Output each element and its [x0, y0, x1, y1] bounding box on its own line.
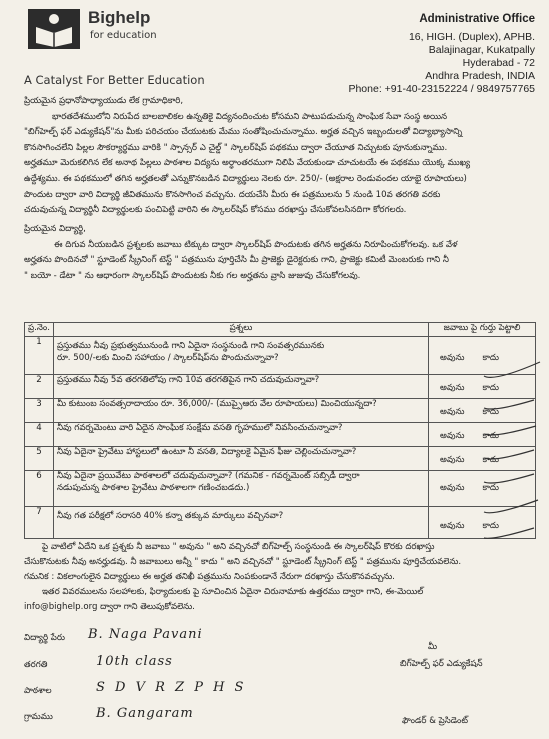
question-text — [53, 471, 428, 507]
intro-line: చదువుచున్న విద్యార్థినీ విద్యార్థులకు పంచిపెట్టి వారిని ఈ స్కాలర్‌షిప్ కోసము దరఖాస్తు చేసుకోవలసినదిగా కోరగలరు. — [24, 205, 407, 216]
tagline: A Catalyst For Better Education — [24, 73, 205, 87]
school-value: S D V R Z P H S — [96, 680, 247, 695]
signature-title: ఫౌండర్ & ప్రెసిడెంట్ — [402, 716, 468, 726]
tick-mark-icon — [484, 528, 534, 538]
field-label-village: గ్రామము — [24, 712, 53, 722]
col-header-answer: జవాబు పై గుర్తు పెట్టాలి — [429, 323, 536, 337]
question-number: 7 — [25, 507, 54, 539]
tick-mark-icon — [484, 426, 536, 435]
question-line: నీవు గత పరీక్షలో సరాసరి 40% కన్నా తక్కువ మార్కులు వచ్చినవా? — [56, 511, 284, 521]
answer-yes-option[interactable]: అవును — [440, 407, 465, 417]
answer-yes-option[interactable]: అవును — [440, 431, 465, 441]
bighelp-logo-icon — [28, 9, 80, 49]
question-line: ప్రస్తుతము నీవు ప్రభుత్వమునుండి గాని ఏదైనా సంస్థనుండి గాని సంవత్సరమునకు — [56, 341, 325, 351]
intro-line: భారతదేశములోని నిరుపేద బాలబాలికల ఉన్నతికై విద్యనందించుట కోసమని పాటుపడుచున్న సాంఘిక సేవా సంస్థ అయిన — [52, 111, 448, 122]
note-line: గమనిక : వికలాంగులైన విద్యార్థులు ఈ అర్హత తనిఖీ పత్రమును నింపకుండానే నేరుగా దరఖాస్తు చేసుకొనవచ్చును. — [24, 572, 395, 582]
tick-mark-icon — [484, 450, 534, 459]
class-value: 10th class — [96, 654, 173, 669]
question-number: 2 — [25, 375, 54, 399]
question-line: నీవు గవర్నమెంటు వారి ఏదైన సాంఘిక సంక్షేమ వసతి గృహములో నివసించుచున్నావా? — [56, 423, 343, 433]
student-intro-section — [24, 222, 458, 284]
intro-salutation: ప్రియమైన ప్రధానోపాధ్యాయుడు లేక గ్రామాధికారి, — [24, 96, 184, 106]
signature-org: బిగ్‌హెల్ప్ ఫర్ ఎడ్యుకేషన్ — [400, 659, 483, 669]
answer-yes-option[interactable]: అవును — [440, 455, 465, 465]
village-value: B. Gangaram — [96, 706, 194, 721]
tick-mark-icon — [484, 500, 538, 513]
student-name-value: B. Naga Pavani — [88, 627, 203, 642]
question-text — [53, 423, 428, 447]
answer-yes-option[interactable]: అవును — [440, 383, 465, 393]
intro-line: కొనసాగించలేని పిల్లల సౌకర్యార్థము వారికి " స్పాన్సర్ ఎ చైల్డ్ " స్కాలర్‌షిప్ పథకము ద్వారా చేయూత నిచ్చుటకు పూనుకున్నాము. — [24, 142, 448, 153]
student-intro-line: అర్హతను పొందినచో " స్టూడెంట్ స్క్రీనింగ్ టెస్ట్ " పత్రమును పూర్తిచేసి మీ ప్రాజెక్టు డైరెక్టరుకు గాని, ప్రాజెక్టు కమిటీ మెంబరుకు గాని నీ — [24, 255, 449, 266]
intro-section — [24, 94, 470, 219]
col-header-number: ప్ర.నెం. — [25, 323, 54, 337]
question-text — [53, 399, 428, 423]
student-salutation: ప్రియమైన విద్యార్థి, — [24, 224, 86, 234]
answer-no-option[interactable]: కాదు — [482, 407, 499, 417]
question-number: 1 — [25, 337, 54, 375]
address-line: 16, HIGH. (Duplex), APHB. — [408, 31, 535, 43]
signature-yours: మీ — [428, 642, 438, 652]
table-header-row — [25, 323, 536, 337]
field-label-name: విద్యార్థి పేరు — [24, 633, 65, 643]
question-number: 3 — [25, 399, 54, 423]
email-line: info@bighelp.org ద్వారా గాని తెలుపుకోవలెను. — [24, 602, 195, 612]
question-text — [53, 507, 428, 539]
answer-yes-option[interactable]: అవును — [440, 483, 465, 493]
brand-name: Bighelp — [88, 8, 151, 27]
intro-line: "బిగ్‌హెల్ప్ ఫర్ ఎడ్యుకేషన్‌"ను మీకు పరిచయం చేయుటకు మేము సంతోషించుచున్నాము. అర్హత వచ్చిన ఇబ్బందులతో విద్యాభ్యాసాన్ని — [24, 127, 463, 138]
question-line: నీవు ఏదైనా ప్రైవేటు హాస్టలులో ఉంటూ నీ వసతి, విద్యాలకై ఏమైన ఫీజు చెల్లించుచున్నావా? — [56, 447, 357, 457]
question-line: రూ. 500/-లకు మించి సహాయం / స్కాలర్‌షిప్‌ను పొందుచున్నావా? — [56, 353, 279, 363]
answer-yes-option[interactable]: అవును — [440, 353, 465, 363]
question-line: ప్రస్తుతము నీవు 5వ తరగతిలోపు గాని 10వ తరగతిపైన గాని చదువుచున్నావా? — [56, 375, 320, 385]
field-label-class: తరగతి — [24, 660, 48, 670]
question-number: 5 — [25, 447, 54, 471]
student-intro-line: " బయో - డేటా " ను ఆధారంగా స్కాలర్‌షిప్ పొందుటకు నీకు గల అర్హతను వ్రాసి జుజువు చేసుకోగలవు. — [24, 270, 361, 281]
answer-no-option[interactable]: కాదు — [482, 521, 499, 531]
intro-line: పొందుట ద్వారా వారి విద్యార్థి జీవితమును కొనసాగించ వచ్చును. దయచేసి మీరు ఈ పత్రములను 5 నుండి 10వ తరగతి వరకు — [24, 189, 441, 200]
instruction-line: చేసుకొనుటకు నీవు అనర్హుడవు. నీ జవాబులు అన్నీ " కాదు " అని వచ్చినచో " స్టూడెంట్ స్క్రీనింగ్ టెస్ట్ " పత్రమును పూర్తిచేయవలెను. — [24, 557, 462, 567]
handwritten-ticks — [440, 340, 549, 540]
answer-yes-option[interactable]: అవును — [440, 521, 465, 531]
address-line: Andhra Pradesh, INDIA — [425, 70, 535, 82]
question-text — [53, 375, 428, 399]
answer-no-option[interactable]: కాదు — [482, 455, 499, 465]
col-header-question: ప్రశ్నలు — [53, 323, 428, 337]
question-line: మీ కుటుంబ సంవత్సరాదాయం రూ. 36,000/- (ముప్పైఆరు వేల రూపాయలు) మించియున్నదా? — [56, 399, 377, 409]
office-address — [348, 13, 535, 96]
instruction-line: పై వాటిలో ఏదేని ఒక ప్రశ్నకు నీ జవాబు " అవును " అని వచ్చినచో బిగ్‌హెల్ప్ సంస్థనుండి ఈ స్కాలర్‌షిప్ కొరకు దరఖాస్తు — [42, 542, 435, 552]
instruction-line: ఇతర వివరములను సలహాలకు, ఫిర్యాదులకు పై సూచించిన ఏదైనా చిరునామాకు ఉత్తరము ద్వారా గాని, ఈ-మెయిల్ — [42, 587, 424, 597]
instructions-section — [24, 540, 461, 615]
answer-no-option[interactable]: కాదు — [482, 353, 499, 363]
answer-no-option[interactable]: కాదు — [482, 483, 499, 493]
question-line: నీవు ఏదైనా ప్రయివేటు పాఠశాలలో చదువుచున్నావా? (గమనిక - గవర్నమెంట్ సబ్సిడీ ద్వారా — [56, 471, 360, 481]
intro-line: అర్హతమూ మెరుకలిగిన లేక అనాథ పిల్లలు పాఠశాల విద్యను అర్ధాంతరముగా నిలిపి వేయకుండా చూచుటయే ఈ పథకము యొక్క ముఖ్య — [24, 158, 471, 169]
field-label-school: పాఠశాల — [24, 686, 52, 696]
address-line: Balajinagar, Kukatpally — [428, 44, 535, 56]
question-text — [53, 447, 428, 471]
answer-no-option[interactable]: కాదు — [482, 383, 499, 393]
answer-no-option[interactable]: కాదు — [482, 431, 499, 441]
tick-mark-icon — [484, 400, 534, 409]
intro-line: ఉద్దేశ్యము. ఈ పథకములో తగిన అర్హతలతో ఎన్నుకొనబడిన విద్యార్థులు నెలకు రూ. 250/- (అక్షరాల రెండువందల యాభై రూపాయలు) — [24, 173, 467, 184]
office-title: Administrative Office — [419, 13, 535, 25]
question-line: నడుపుచున్న పాఠశాల ప్రైవేటు పాఠశాలగా గణించబడదు.) — [56, 483, 250, 493]
phone-line: Phone: +91-40-23152224 / 9849757765 — [348, 83, 535, 95]
student-intro-line: ఈ దిగువ నీయబడిన ప్రశ్నలకు జవాబు టిక్కుట ద్వారా స్కాలర్‌షిప్ పొందుటకు తగిన అర్హతను నిరూపించుకోగలవు. ఒక వేళ — [54, 239, 458, 250]
question-number: 4 — [25, 423, 54, 447]
tick-mark-icon — [484, 362, 540, 377]
address-line: Hyderabad - 72 — [462, 57, 535, 69]
question-text — [53, 337, 428, 375]
question-number: 6 — [25, 471, 54, 507]
brand-subtitle: for education — [90, 30, 157, 41]
tick-mark-icon — [484, 474, 534, 483]
